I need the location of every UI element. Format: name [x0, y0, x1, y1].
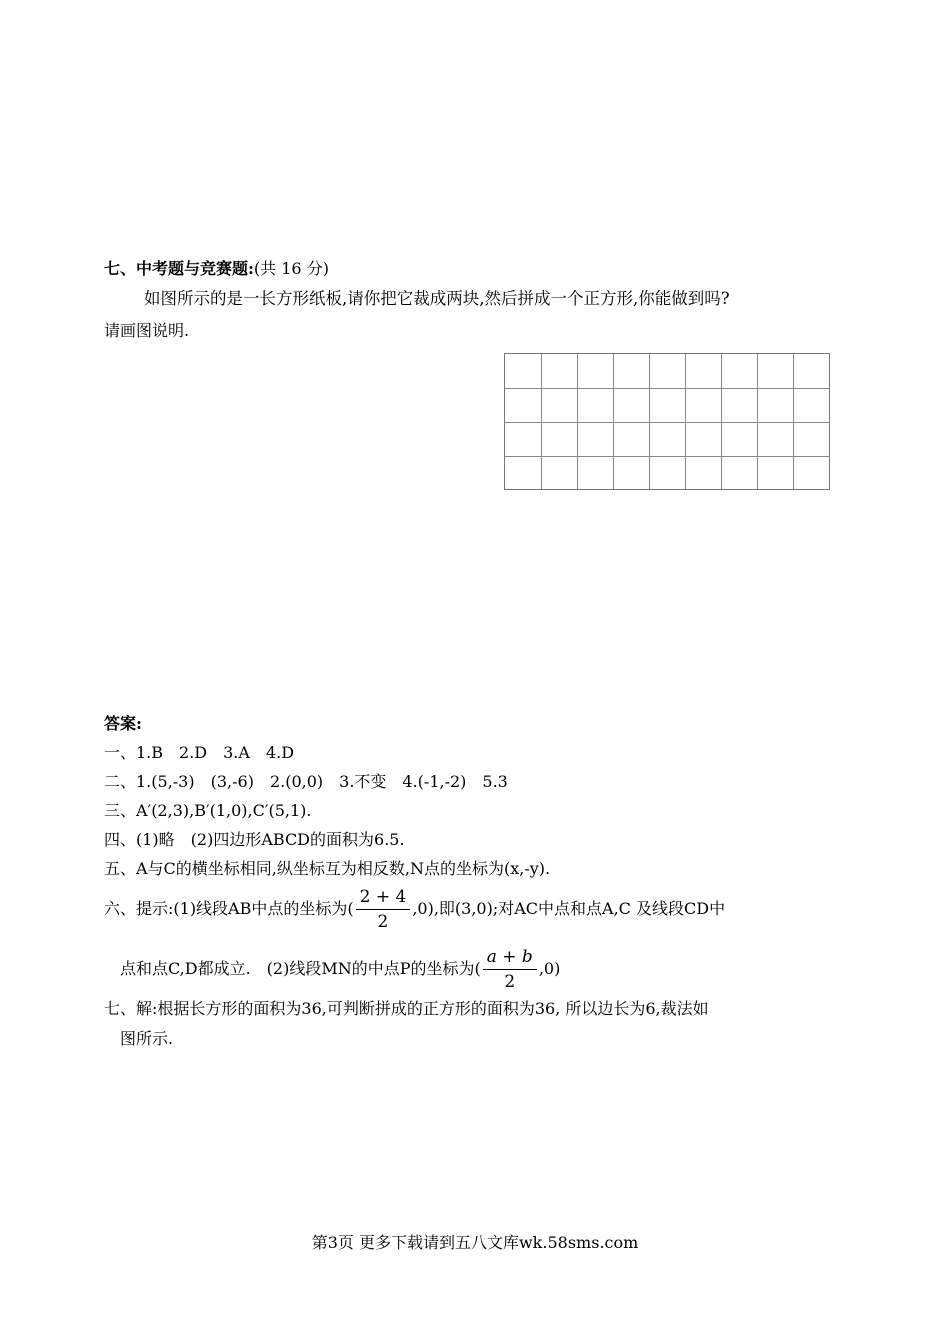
fraction-denominator: 2: [504, 972, 516, 992]
answer-6-text-b: ,0),即(3,0);对AC中点和点A,C 及线段CD中: [412, 899, 726, 918]
answer-6-line-1: [104, 884, 725, 934]
fraction-a-plus-b-over-2: [483, 945, 537, 994]
answer-3: 三、A′(2,3),B′(1,0),C′(5,1).: [104, 801, 312, 820]
answer-7-line-1: 七、解:根据长方形的面积为36,可判断拼成的正方形的面积为36, 所以边长为6,裁法如: [104, 999, 709, 1018]
fraction-2-plus-4-over-2: [356, 885, 411, 934]
section-title: 七、中考题与竞赛题:: [104, 259, 254, 278]
question-line-1: 如图所示的是一长方形纸板,请你把它裁成两块,然后拼成一个正方形,你能做到吗?: [144, 289, 730, 308]
answer-5: 五、A与C的横坐标相同,纵坐标互为相反数,N点的坐标为(x,-y).: [104, 859, 551, 878]
fraction-numerator: 2 + 4: [356, 885, 411, 910]
answer-6-text-a: 六、提示:(1)线段AB中点的坐标为(: [104, 899, 354, 918]
answer-6-text-d: ,0): [538, 959, 561, 978]
section-points: (共 16 分): [253, 259, 329, 278]
fraction-numerator: a + b: [483, 945, 537, 970]
grid-line: [505, 422, 829, 423]
question-line-2: 请画图说明.: [104, 321, 190, 340]
section-heading: [104, 258, 329, 280]
grid-line: [505, 456, 829, 457]
answer-4: 四、(1)略 (2)四边形ABCD的面积为6.5.: [104, 830, 405, 849]
page-footer: 第3页 更多下载请到五八文库wk.58sms.com: [311, 1233, 639, 1252]
answers-heading: 答案:: [104, 714, 142, 733]
answer-6-line-2: [120, 944, 560, 994]
answer-2: 二、1.(5,-3) (3,-6) 2.(0,0) 3.不变 4.(-1,-2) 5.3: [104, 772, 508, 791]
grid-line: [505, 388, 829, 389]
answer-1: 一、1.B 2.D 3.A 4.D: [104, 743, 295, 762]
answer-6-text-c: 点和点C,D都成立. (2)线段MN的中点P的坐标为(: [120, 959, 481, 978]
fraction-denominator: 2: [377, 912, 389, 932]
rectangle-grid-figure: [504, 353, 830, 490]
answer-7-line-2: 图所示.: [120, 1029, 174, 1048]
